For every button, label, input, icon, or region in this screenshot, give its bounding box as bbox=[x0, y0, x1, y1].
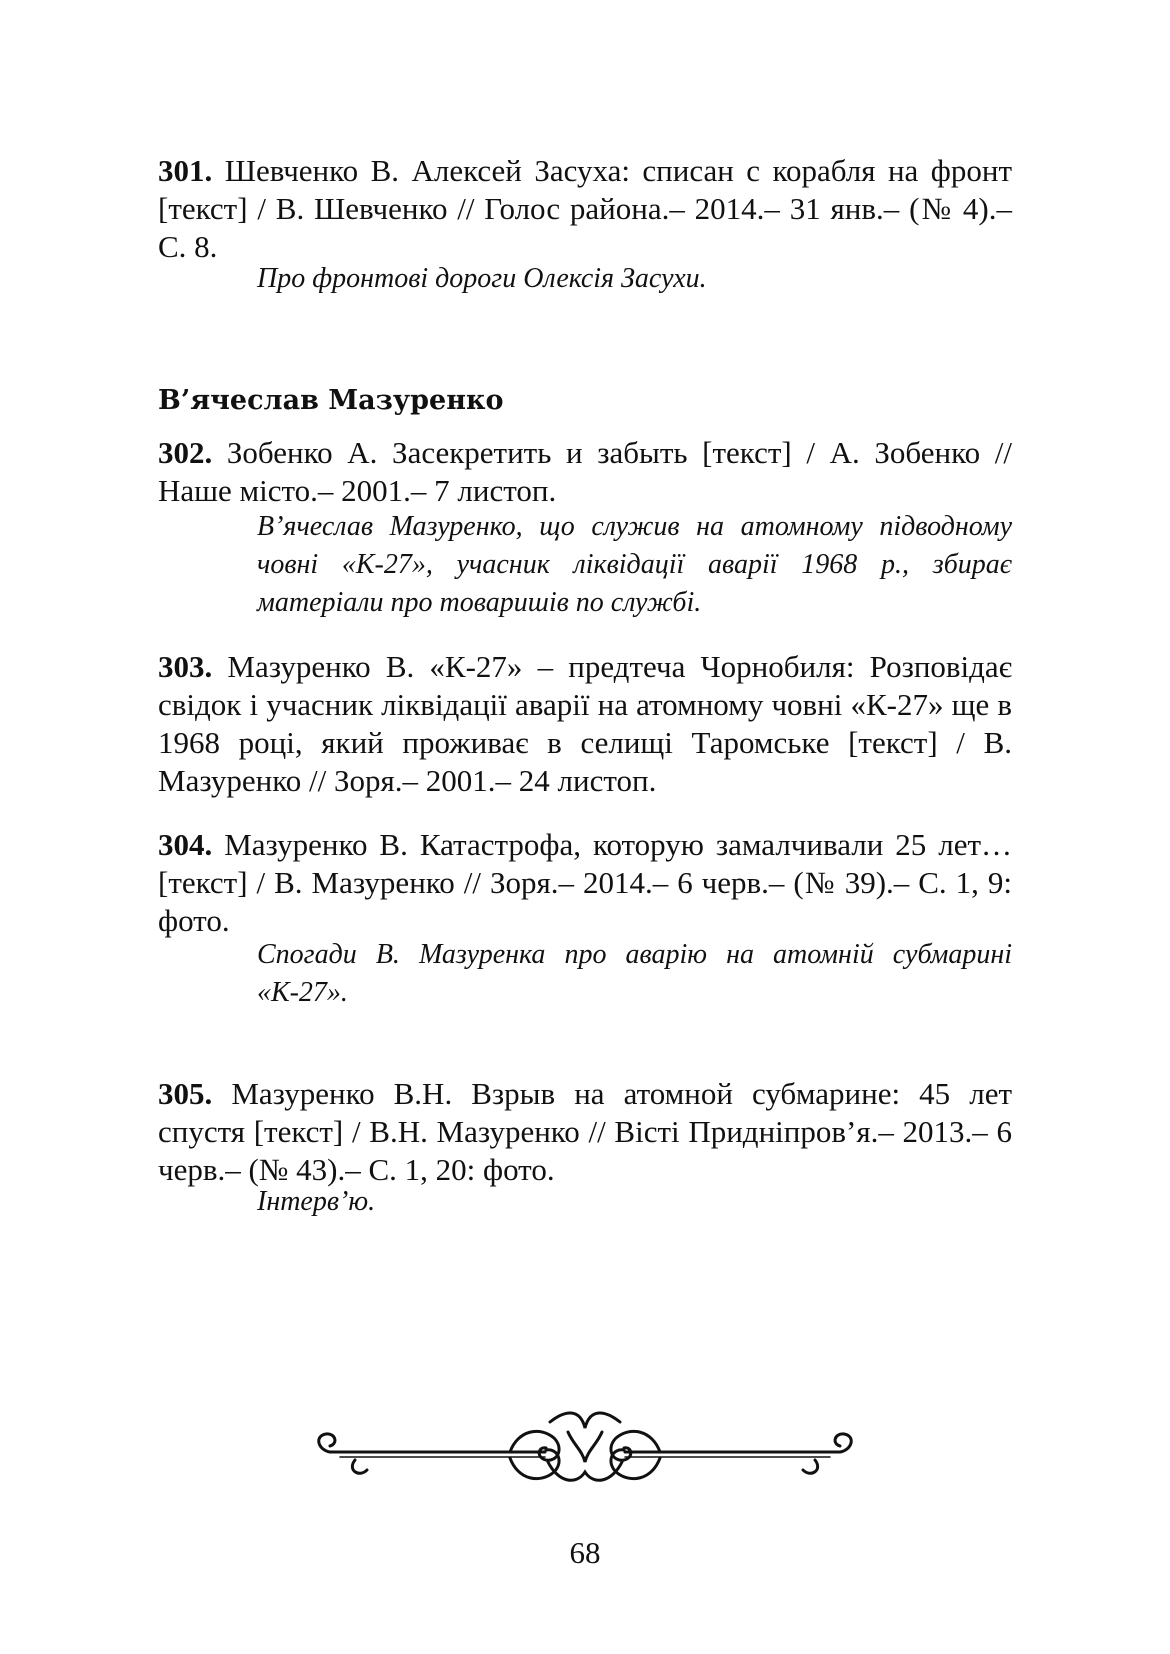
entry-text: Мазуренко В. «К-27» – предтеча Чорнобиля: Розповідає свідок і учасник ліквідації аварії на атомному човні «К-27» ще в 1968 році, який проживає в селищі Таромське [текст] / В. Мазуренко // Зоря.– 2001.– 24 листоп. bbox=[158, 649, 1012, 798]
entry-text: Зобенко А. Засекретить и забыть [текст] / А. Зобенко // Наше місто.– 2001.– 7 листоп. bbox=[158, 435, 1012, 508]
entry-number: 301. bbox=[158, 153, 213, 188]
entry-text: Шевченко В. Алексей Засуха: списан с корабля на фронт [текст] / В. Шевченко // Голос района.– 2014.– 31 янв.– (№ 4).– С. 8. bbox=[158, 153, 1012, 264]
entry-annotation-304: Спогади В. Мазуренка про аварію на атомній субмарині «К-27». bbox=[257, 939, 1012, 1008]
page-number: 68 bbox=[569, 1535, 601, 1570]
decorative-scroll-divider-icon bbox=[300, 1402, 870, 1502]
bibliography-entry-305 bbox=[158, 1075, 1012, 1189]
entry-number: 302. bbox=[158, 435, 213, 470]
bibliography-entry-302 bbox=[158, 434, 1012, 510]
bibliography-entry-303 bbox=[158, 648, 1012, 800]
entry-annotation-305: Інтерв’ю. bbox=[257, 1186, 376, 1217]
entry-annotation-302: В’ячеслав Мазуренко, що служив на атомному підводному човні «К-27», учасник ліквідації аварії 1968 р., збирає матеріали про товаришів по службі. bbox=[257, 511, 1012, 618]
section-heading: В’ячеслав Мазуренко bbox=[158, 385, 504, 416]
bibliography-entry-301 bbox=[158, 152, 1012, 266]
entry-text: Мазуренко В.Н. Взрыв на атомной субмарине: 45 лет спустя [текст] / В.Н. Мазуренко // Вісті Придніпров’я.– 2013.– 6 черв.– (№ 43).– С. 1, 20: фото. bbox=[158, 1076, 1012, 1187]
entry-annotation-301: Про фронтові дороги Олексія Засухи. bbox=[257, 263, 707, 294]
entry-number: 304. bbox=[158, 827, 213, 862]
entry-text: Мазуренко В. Катастрофа, которую замалчивали 25 лет… [текст] / В. Мазуренко // Зоря.– 2014.– 6 черв.– (№ 39).– С. 1, 9: фото. bbox=[158, 827, 1013, 938]
entry-number: 303. bbox=[158, 649, 213, 684]
bibliography-entry-304 bbox=[158, 826, 1012, 940]
entry-number: 305. bbox=[158, 1076, 213, 1111]
